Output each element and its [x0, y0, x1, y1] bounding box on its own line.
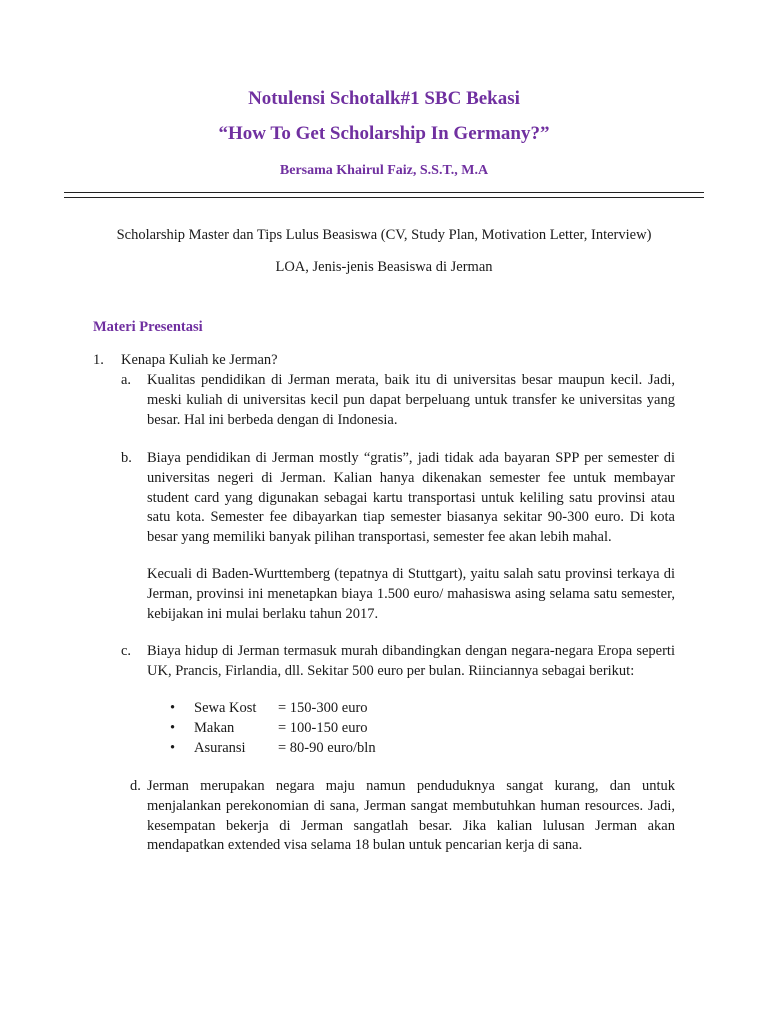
cost-name: Makan — [194, 719, 235, 736]
bullet-icon: • — [170, 700, 176, 716]
subitem-text-b-continued: Kecuali di Baden-Wurttemberg (tepatnya di Stuttgart), yaitu salah satu provinsi terkaya di Jerman, provinsi ini menetapkan biaya 1.500 euro/ mahasiswa asing selama satu semester, kebijakan ini mulai berlaku tahun 2017. — [147, 566, 675, 622]
list-item — [170, 699, 376, 719]
cost-name: Asuransi — [194, 739, 246, 756]
subitem-label-d: d. — [130, 778, 141, 794]
document-title: Notulensi Schotalk#1 SBC Bekasi — [248, 88, 520, 109]
item-number: 1. — [93, 352, 104, 368]
subitem-label-a: a. — [121, 372, 132, 388]
subitem-text-d: Jerman merupakan negara maju namun penduduknya sangat kurang, dan untuk menjalankan perekonomian di sana, Jerman sangat membutuhkan human resources. Jadi, kesempatan bekerja di Jerman sangatlah besar. Jika kalian lulusan Jerman akan mendapatkan extended visa selama 18 bulan untuk pencarian kerja di sana. — [147, 778, 675, 854]
subitem-label-c: c. — [121, 643, 132, 659]
list-item — [170, 739, 376, 759]
cost-bullet-list — [170, 699, 376, 758]
bullet-icon: • — [170, 719, 176, 736]
intro-line-2: LOA, Jenis-jenis Beasiswa di Jerman — [275, 259, 493, 275]
cost-value: = 150-300 euro — [278, 700, 368, 716]
section-heading: Materi Presentasi — [93, 319, 203, 335]
subitem-text-a: Kualitas pendidikan di Jerman merata, baik itu di universitas besar maupun kecil. Jadi, meski kuliah di universitas kecil pun dapat berpeluang untuk transfer ke universitas yang besar. Hal ini berbeda dengan di Indonesia. — [147, 372, 675, 428]
header-divider-bottom — [64, 197, 704, 198]
subitem-label-b: b. — [121, 450, 132, 466]
cost-value: = 80-90 euro/bln — [278, 739, 376, 756]
presenter-line: Bersama Khairul Faiz, S.S.T., M.A — [279, 163, 489, 178]
intro-line-1: Scholarship Master dan Tips Lulus Beasiswa (CV, Study Plan, Motivation Letter, Interview) — [116, 227, 652, 243]
cost-name: Sewa Kost — [194, 700, 257, 716]
bullet-icon: • — [170, 739, 176, 756]
cost-value: = 100-150 euro — [278, 719, 368, 736]
header-divider-top — [64, 192, 704, 193]
item-title: Kenapa Kuliah ke Jerman? — [121, 352, 278, 368]
subitem-text-c: Biaya hidup di Jerman termasuk murah dibandingkan dengan negara-negara Eropa seperti UK, Prancis, Firlandia, dll. Sekitar 500 euro per bulan. Riinciannya sebagai berikut: — [147, 643, 675, 679]
subitem-text-b: Biaya pendidikan di Jerman mostly “gratis”, jadi tidak ada bayaran SPP per semester di universitas negeri di Jerman. Kalian hanya dikenakan semester fee untuk membayar student card yang digunakan sebagai kartu transportasi untuk keliling satu provinsi atau satu kota. Semester fee dibayarkan tiap semester biasanya sekitar 90-300 euro. Di kota besar yang memiliki banyak pilihan transportasi, semester fee akan lebih mahal. — [147, 450, 675, 546]
document-subtitle: “How To Get Scholarship In Germany?” — [218, 123, 550, 144]
list-item — [170, 719, 376, 739]
